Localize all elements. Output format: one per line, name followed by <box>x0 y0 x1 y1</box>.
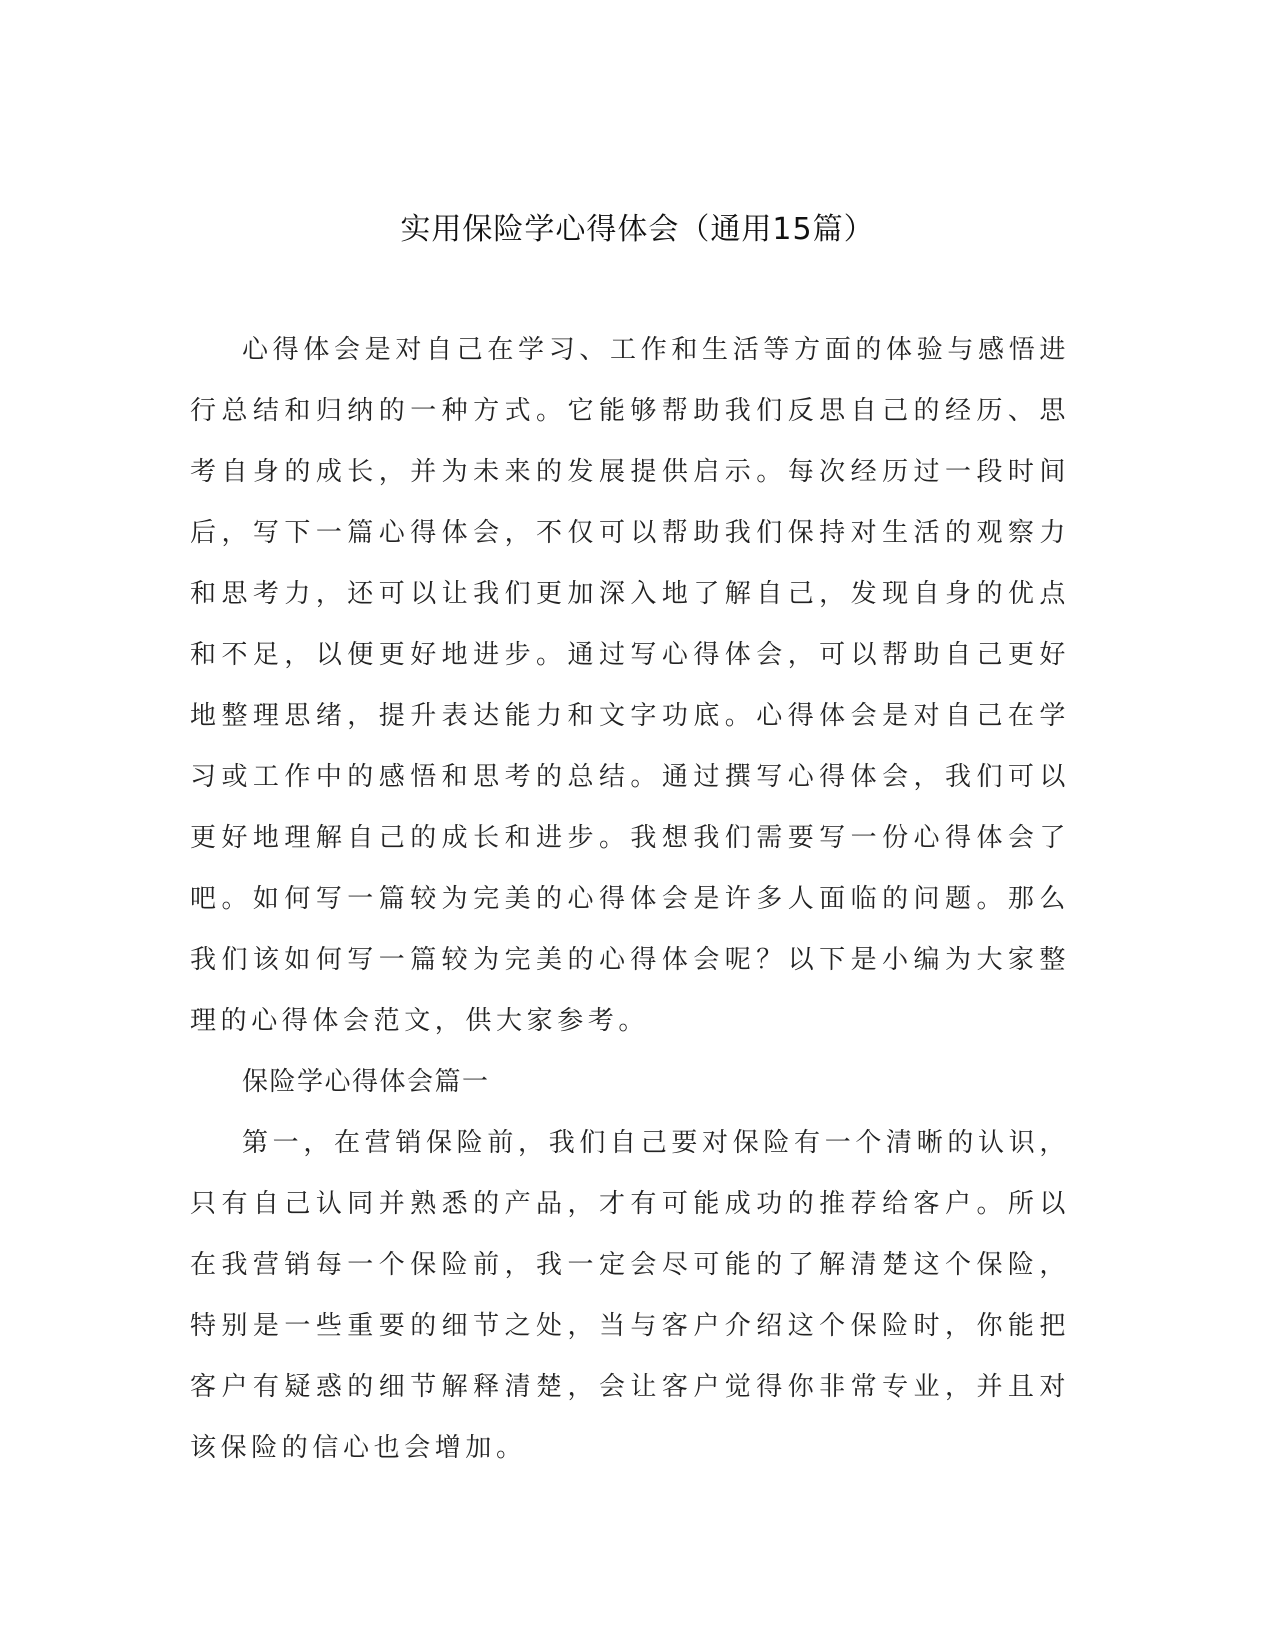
section-paragraph: 第一，在营销保险前，我们自己要对保险有一个清晰的认识，只有自己认同并熟悉的产品，才有可能成功的推荐给客户。所以在我营销每一个保险前，我一定会尽可能的了解清楚这个保险，特别是一些重要的细节之处，当与客户介绍这个保险时，你能把客户有疑惑的细节解释清楚，会让客户觉得你非常专业，并且对该保险的信心也会增加。 <box>190 1128 1070 1463</box>
section-heading: 保险学心得体会篇一 <box>242 1067 490 1097</box>
document-title: 实用保险学心得体会（通用15篇） <box>400 212 875 247</box>
document-body <box>190 320 1070 1479</box>
intro-paragraph: 心得体会是对自己在学习、工作和生活等方面的体验与感悟进行总结和归纳的一种方式。它能够帮助我们反思自己的经历、思考自身的成长，并为未来的发展提供启示。每次经历过一段时间后，写下一篇心得体会，不仅可以帮助我们保持对生活的观察力和思考力，还可以让我们更加深入地了解自己，发现自身的优点和不足，以便更好地进步。通过写心得体会，可以帮助自己更好地整理思绪，提升表达能力和文字功底。心得体会是对自己在学习或工作中的感悟和思考的总结。通过撰写心得体会，我们可以更好地理解自己的成长和进步。我想我们需要写一份心得体会了吧。如何写一篇较为完美的心得体会是许多人面临的问题。那么我们该如何写一篇较为完美的心得体会呢？以下是小编为大家整理的心得体会范文，供大家参考。 <box>190 335 1070 1036</box>
